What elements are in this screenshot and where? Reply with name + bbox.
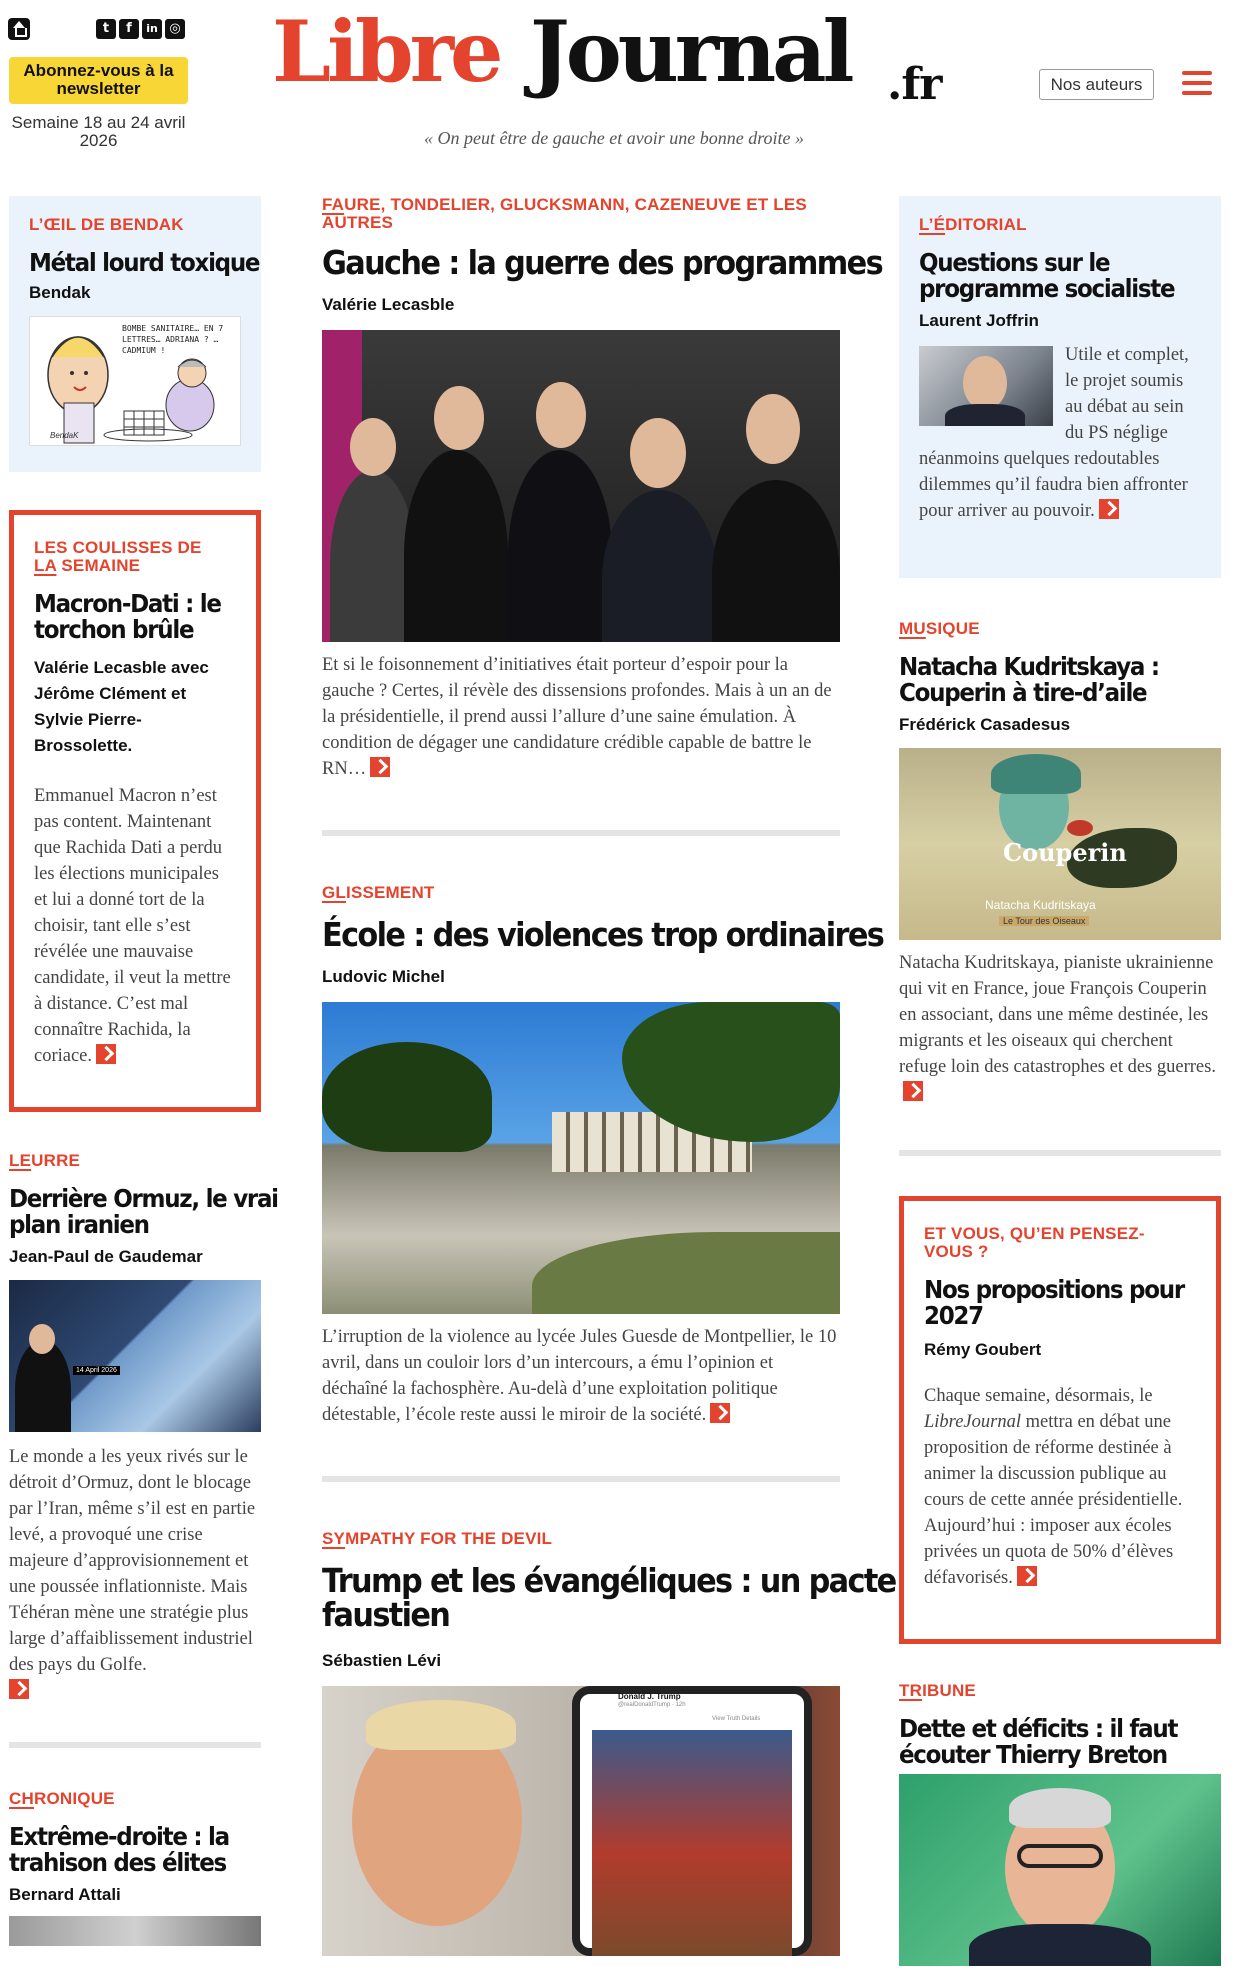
cartoon-signature: BendaK (50, 431, 79, 440)
article-bendak[interactable] (9, 196, 261, 472)
article-trump[interactable] (322, 1529, 896, 1956)
person-face (536, 382, 586, 448)
menu-line (1182, 81, 1212, 85)
article-propositions[interactable] (899, 1196, 1221, 1644)
article-title[interactable]: Nos propositions pour 2027 (924, 1275, 1184, 1330)
album-title: Couperin (1003, 838, 1127, 867)
article-author: Ludovic Michel (322, 967, 445, 986)
article-image[interactable] (322, 1686, 840, 1956)
menu-line (1182, 91, 1212, 95)
article-image[interactable] (9, 1916, 261, 1946)
article-tribune[interactable] (899, 1682, 1221, 1966)
kicker: CHRONIQUE (9, 1789, 115, 1808)
article-excerpt: Le monde a les yeux rivés sur le détroit d’Ormuz, dont le blocage par l’Iran, même s’il est en partie levé, a provoqué une crise majeure d’approvisionnement et une poussée inflationniste. Mais Téhéran mène une stratégie plus large d’affaiblissement industriel des pays du Golfe. (9, 1444, 261, 1704)
menu-icon[interactable] (1182, 71, 1212, 95)
kicker: ET VOUS, QU’EN PENSEZ- VOUS ? (924, 1224, 1145, 1261)
article-excerpt: Chaque semaine, désormais, le LibreJournal mettra en débat une proposition de réforme destinée à animer la discussion publique au cours de cette année présidentielle. Aujourd’hui : imposer aux écoles privées un quota de 50% d’élèves défavorisés. (924, 1386, 1183, 1588)
post-link: View Truth Details (712, 1716, 761, 1722)
kicker: MUSIQUE (899, 619, 980, 638)
kicker: L’ÉDITORIAL (919, 215, 1027, 234)
album-subtitle: Le Tour des Oiseaux (999, 916, 1089, 926)
person-face (350, 418, 396, 476)
article-author: Valérie Lecasble (322, 295, 455, 314)
article-author: Sébastien Lévi (322, 1651, 442, 1670)
logo-fr: .fr (887, 59, 942, 110)
read-more-icon[interactable] (96, 1044, 116, 1064)
linkedin-icon[interactable]: in (142, 19, 162, 39)
article-title[interactable]: Natacha Kudritskaya : Couperin à tire-d’aile (899, 652, 1159, 707)
article-gauche[interactable] (322, 195, 883, 782)
person-silhouette (508, 450, 612, 642)
article-image[interactable] (899, 1774, 1221, 1966)
author-face (963, 356, 1007, 410)
article-title[interactable]: Questions sur le programme socialiste (919, 248, 1175, 303)
article-excerpt: Natacha Kudritskaya, pianiste ukrainienne qui vit en France, joue François Couperin en associant, dans une même destinée, les migrants et les oiseaux qui cherchent refuge loin des catastrophes et des guerres. (899, 950, 1221, 1106)
facebook-icon[interactable]: f (119, 19, 139, 39)
article-excerpt: L’irruption de la violence au lycée Jules Guesde de Montpellier, le 10 avril, dans un couloir lors d’un intercours, a ému l’opinion et déchaîné la fachosphère. Au-delà d’une exploitation politique détestable, l’école reste aussi le miroir de la société. (322, 1327, 837, 1425)
article-coulisses[interactable] (9, 510, 261, 1112)
authors-button[interactable]: Nos auteurs (1039, 69, 1154, 100)
read-more-icon[interactable] (1099, 499, 1119, 519)
separator (899, 1150, 1221, 1156)
social-bar (8, 18, 188, 40)
pianist-hair (991, 754, 1081, 794)
separator (9, 1742, 261, 1748)
article-title[interactable]: Dette et déficits : il faut écouter Thierry Breton (899, 1714, 1178, 1769)
article-author: Rémy Goubert (924, 1340, 1042, 1359)
article-excerpt: Emmanuel Macron n’est pas content. Maintenant que Rachida Dati a perdu les élections municipales et lui a donné tort de la choisir, tant elle s’est révélée une mauvaise candidate, il veut la mettre à distance. C’est mal connaître Rachida, la coriace. (34, 786, 231, 1066)
tagline: « On peut être de gauche et avoir une bonne droite » (423, 128, 805, 148)
person-face (434, 386, 484, 450)
author-suit (945, 404, 1025, 426)
article-title[interactable]: Métal lourd toxique (29, 248, 260, 277)
article-image[interactable] (9, 1280, 261, 1432)
kicker: GLISSEMENT (322, 883, 435, 902)
post-name: Donald J. Trump (618, 1692, 681, 1701)
trump-hair (366, 1700, 516, 1750)
read-more-icon[interactable] (1017, 1566, 1037, 1586)
week-label: Semaine 18 au 24 avril 2026 (11, 113, 186, 150)
read-more-icon[interactable] (370, 757, 390, 777)
cartoon-image[interactable] (29, 316, 241, 446)
album-artist: Natacha Kudritskaya (985, 898, 1096, 912)
article-title[interactable]: Derrière Ormuz, le vrai plan iranien (9, 1184, 278, 1239)
menu-line (1182, 71, 1212, 75)
album-cover[interactable] (899, 748, 1221, 940)
woodpecker-head (1067, 820, 1093, 836)
cartoon-text: BOMBE SANITAIRE… EN 7 LETTRES… ADRIANA ? … CADMIUM ! (122, 324, 224, 355)
person-silhouette (404, 450, 508, 642)
speaker-face (29, 1324, 55, 1354)
article-excerpt: Utile et complet, le projet soumis au débat au sein du PS néglige néanmoins quelques redoutables dilemmes qu’il faudra bien affronter pour arriver au pouvoir. (919, 345, 1189, 521)
instagram-icon[interactable]: ◎ (165, 19, 185, 39)
breton-suit (969, 1924, 1151, 1966)
article-title[interactable]: Macron-Dati : le torchon brûle (34, 589, 221, 644)
article-title[interactable]: Trump et les évangéliques : un pacte faustien (322, 1561, 896, 1634)
separator (322, 830, 840, 836)
newsletter-button[interactable]: Abonnez-vous à la newsletter (9, 57, 188, 104)
kicker: TRIBUNE (899, 1681, 976, 1700)
kicker: SYMPATHY FOR THE DEVIL (322, 1529, 553, 1548)
author-photo[interactable] (919, 346, 1053, 426)
kicker: L’ŒIL DE BENDAK (29, 215, 184, 234)
post-handle: @realDonaldTrump · 12h (618, 1702, 686, 1708)
image-caption: 14 April 2026 (73, 1366, 120, 1375)
read-more-icon[interactable] (9, 1679, 29, 1699)
article-excerpt: Et si le foisonnement d’initiatives était porteur d’espoir pour la gauche ? Certes, il révèle des dissensions profondes. Mais à un an de la présidentielle, il prend aussi l’allure d’une saine émulation. À condition de dégager une candidature crédible capable de battre le RN… (322, 655, 832, 779)
article-editorial[interactable] (899, 196, 1221, 578)
logo-journal: Journal (530, 2, 851, 101)
article-title[interactable]: Extrême-droite : la trahison des élites (9, 1822, 229, 1877)
person-face (746, 394, 800, 464)
site-logo[interactable] (272, 2, 972, 112)
middle-column (322, 195, 896, 1956)
breton-hair (1009, 1788, 1111, 1828)
article-author: Bernard Attali (9, 1885, 121, 1904)
bushes (532, 1232, 840, 1314)
article-author: Jean-Paul de Gaudemar (9, 1247, 203, 1266)
left-column (9, 196, 278, 1946)
phone-image (592, 1730, 792, 1956)
article-author: Valérie Lecasble avec Jérôme Clément et Sylvie Pierre-Brossolette. (34, 658, 209, 755)
article-author: Laurent Joffrin (919, 311, 1039, 330)
article-musique[interactable] (899, 620, 1221, 1106)
read-more-icon[interactable] (710, 1403, 730, 1423)
kicker: LEURRE (9, 1151, 81, 1170)
person-silhouette (712, 480, 840, 642)
article-image[interactable] (322, 330, 840, 642)
person-face (630, 418, 686, 488)
right-column (899, 196, 1221, 1966)
article-author: Bendak (29, 283, 91, 302)
article-title[interactable]: Gauche : la guerre des programmes (322, 243, 883, 282)
article-author: Frédérick Casadesus (899, 715, 1071, 734)
person-silhouette (602, 490, 718, 642)
breton-glasses (1017, 1844, 1103, 1868)
twitter-icon[interactable]: t (96, 19, 116, 39)
article-title[interactable]: École : des violences trop ordinaires (322, 915, 884, 954)
tree-left (322, 1042, 492, 1152)
kicker: LES COULISSES DE LA SEMAINE (34, 538, 202, 575)
logo-libre: Libre (272, 2, 500, 101)
home-icon[interactable] (8, 18, 30, 40)
kicker: FAURE, TONDELIER, GLUCKSMANN, CAZENEUVE ET LES AUTRES (322, 195, 807, 232)
read-more-icon[interactable] (903, 1081, 923, 1101)
separator (322, 1476, 840, 1482)
article-leurre[interactable] (9, 1151, 278, 1704)
article-chronique[interactable] (9, 1790, 261, 1946)
article-image[interactable] (322, 1002, 840, 1314)
article-ecole[interactable] (322, 883, 884, 1428)
